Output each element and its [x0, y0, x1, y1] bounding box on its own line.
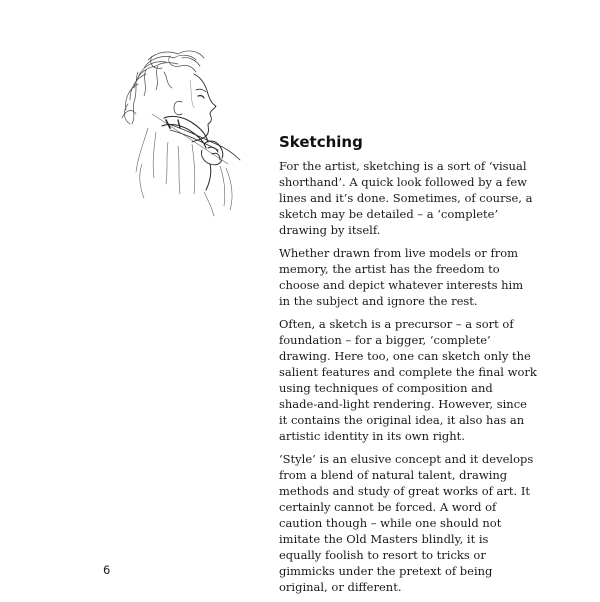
page-number: 6: [103, 563, 111, 577]
text-line: lines and it’s done. Sometimes, of course, a: [279, 191, 533, 205]
text-line: gimmicks under the pretext of being: [279, 564, 493, 578]
text-line: memory, the artist has the freedom to: [279, 262, 500, 276]
text-line: foundation – for a bigger, ‘complete’: [279, 333, 491, 347]
text-line: choose and depict whatever interests him: [279, 278, 524, 292]
violinist-sketch-illustration: [108, 44, 254, 220]
text-line: equally foolish to resort to tricks or: [279, 548, 486, 562]
text-line: shade-and-light rendering. However, since: [279, 397, 527, 411]
section-heading: Sketching: [279, 133, 363, 151]
text-line: artistic identity in its own right.: [279, 429, 465, 443]
text-line: it contains the original idea, it also has an: [279, 413, 525, 427]
text-line: sketch may be detailed – a ‘complete’: [279, 207, 499, 221]
text-line: Often, a sketch is a precursor – a sort of: [279, 317, 514, 331]
text-line: original, or different.: [279, 580, 402, 594]
paragraph-1: [279, 158, 599, 238]
text-line: shorthand’. A quick look followed by a few: [279, 175, 528, 189]
text-line: methods and study of great works of art. It: [279, 484, 531, 498]
text-line: Whether drawn from live models or from: [279, 246, 519, 260]
text-line: drawing by itself.: [279, 223, 381, 237]
text-line: ‘Style’ is an elusive concept and it develops: [279, 452, 534, 466]
paragraph-4: [279, 451, 599, 595]
text-line: salient features and complete the final work: [279, 365, 537, 379]
text-line: For the artist, sketching is a sort of ‘visual: [279, 159, 527, 173]
text-line: caution though – while one should not: [279, 516, 502, 530]
body-text: [279, 158, 599, 602]
text-line: certainly cannot be forced. A word of: [279, 500, 497, 514]
paragraph-3: [279, 316, 599, 444]
text-line: imitate the Old Masters blindly, it is: [279, 532, 489, 546]
text-line: in the subject and ignore the rest.: [279, 294, 478, 308]
text-line: drawing. Here too, one can sketch only the: [279, 349, 531, 363]
text-line: using techniques of composition and: [279, 381, 493, 395]
paragraph-2: [279, 245, 599, 309]
text-line: from a blend of natural talent, drawing: [279, 468, 508, 482]
